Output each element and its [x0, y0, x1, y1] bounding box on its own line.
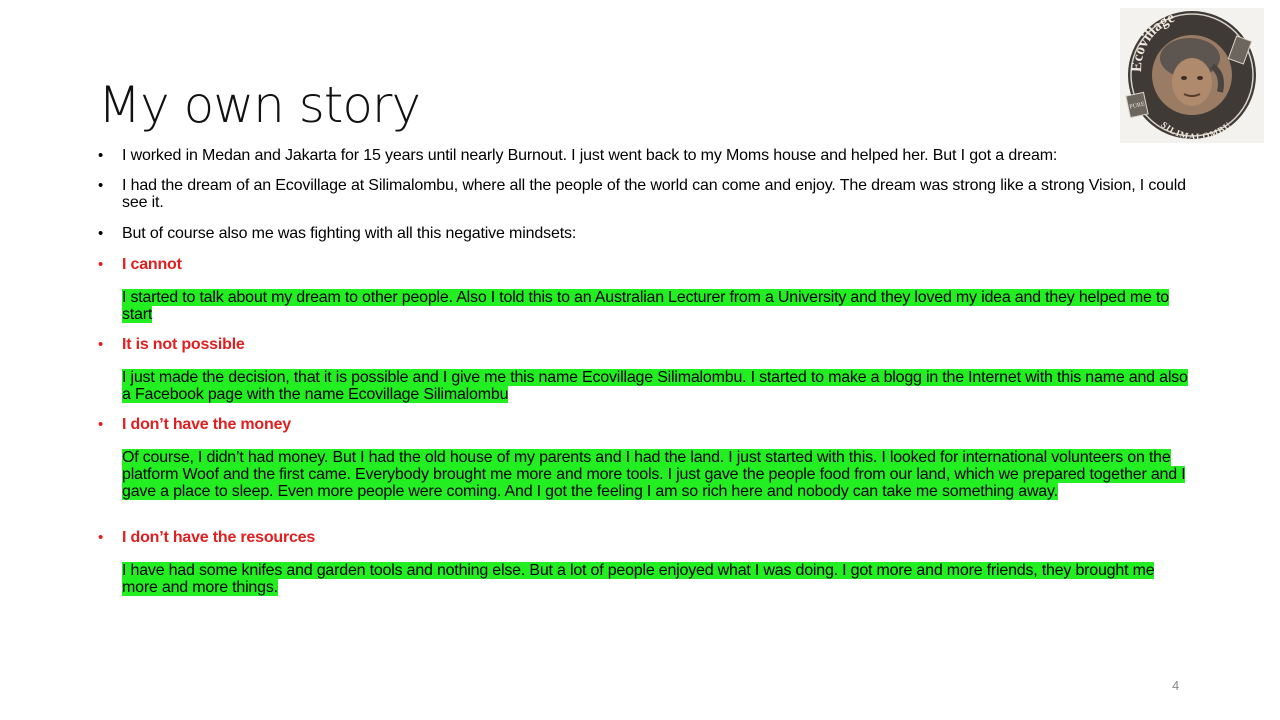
logo-top-text: Ecovillage: [1129, 9, 1178, 73]
mindset-heading: [98, 256, 1188, 273]
mindset-answer: [122, 369, 1188, 403]
mindset-heading: [98, 416, 1188, 433]
ecovillage-logo-icon: [1120, 8, 1264, 143]
mindset-answer: [122, 562, 1188, 596]
bullet-item: [98, 147, 1188, 164]
mindset-heading-text: I don’t have the resources: [122, 529, 316, 546]
bullet-text: But of course also me was fighting with all this negative mindsets:: [122, 225, 577, 242]
bullet-dot-icon: •: [98, 225, 104, 242]
bullet-item: [98, 177, 1188, 211]
slide-title: My own story: [98, 76, 421, 134]
mindset-heading: [98, 529, 1188, 546]
page-number: 4: [1172, 678, 1180, 693]
mindset-answer: [122, 289, 1188, 323]
bullet-dot-icon: •: [98, 529, 104, 546]
bullet-text: I worked in Medan and Jakarta for 15 years until nearly Burnout. I just went back to my Moms house and helped her. But I got a dream:: [122, 147, 1058, 164]
bullet-dot-icon: •: [98, 147, 104, 164]
bullet-dot-icon: •: [98, 416, 104, 433]
slide-body: [98, 145, 1188, 596]
mindset-heading-text: I cannot: [122, 256, 182, 273]
bullet-dot-icon: •: [98, 256, 104, 273]
bullet-dot-icon: •: [98, 177, 104, 194]
highlighted-answer-text: I just made the decision, that it is possible and I give me this name Ecovillage Silimalombu. I started to make a blogg in the Internet with this name and also a Facebook page with the name Ecovillage Silimalombu: [122, 369, 1188, 403]
mindset-answer: [122, 449, 1188, 500]
logo-bottom-text: SILIMALOMBU: [1159, 119, 1234, 142]
highlighted-answer-text: I started to talk about my dream to other people. Also I told this to an Australian Lecturer from a University and they loved my idea and they helped me to start: [122, 289, 1169, 323]
bullet-dot-icon: •: [98, 336, 104, 353]
highlighted-answer-text: I have had some knifes and garden tools and nothing else. But a lot of people enjoyed what I was doing. I got more and more friends, they brought me more and more things.: [122, 562, 1155, 596]
highlighted-answer-text: Of course, I didn’t had money. But I had the old house of my parents and I had the land. I just started with this. I looked for international volunteers on the platform Woof and the first came. Everybody brought me more and more tools. I just gave the people food from our land, which we prepared together and I gave a place to sleep. Even more people were coming. And I got the feeling I am so rich here and nobody can take me something away.: [122, 449, 1186, 500]
logo-badge-text: PURE: [1129, 101, 1146, 111]
mindset-heading: [98, 336, 1188, 353]
bullet-item: [98, 225, 1188, 242]
bullet-text: I had the dream of an Ecovillage at Silimalombu, where all the people of the world can come and enjoy. The dream was strong like a strong Vision, I could see it.: [122, 177, 1186, 211]
mindset-heading-text: It is not possible: [122, 336, 245, 353]
mindset-heading-text: I don’t have the money: [122, 416, 291, 433]
